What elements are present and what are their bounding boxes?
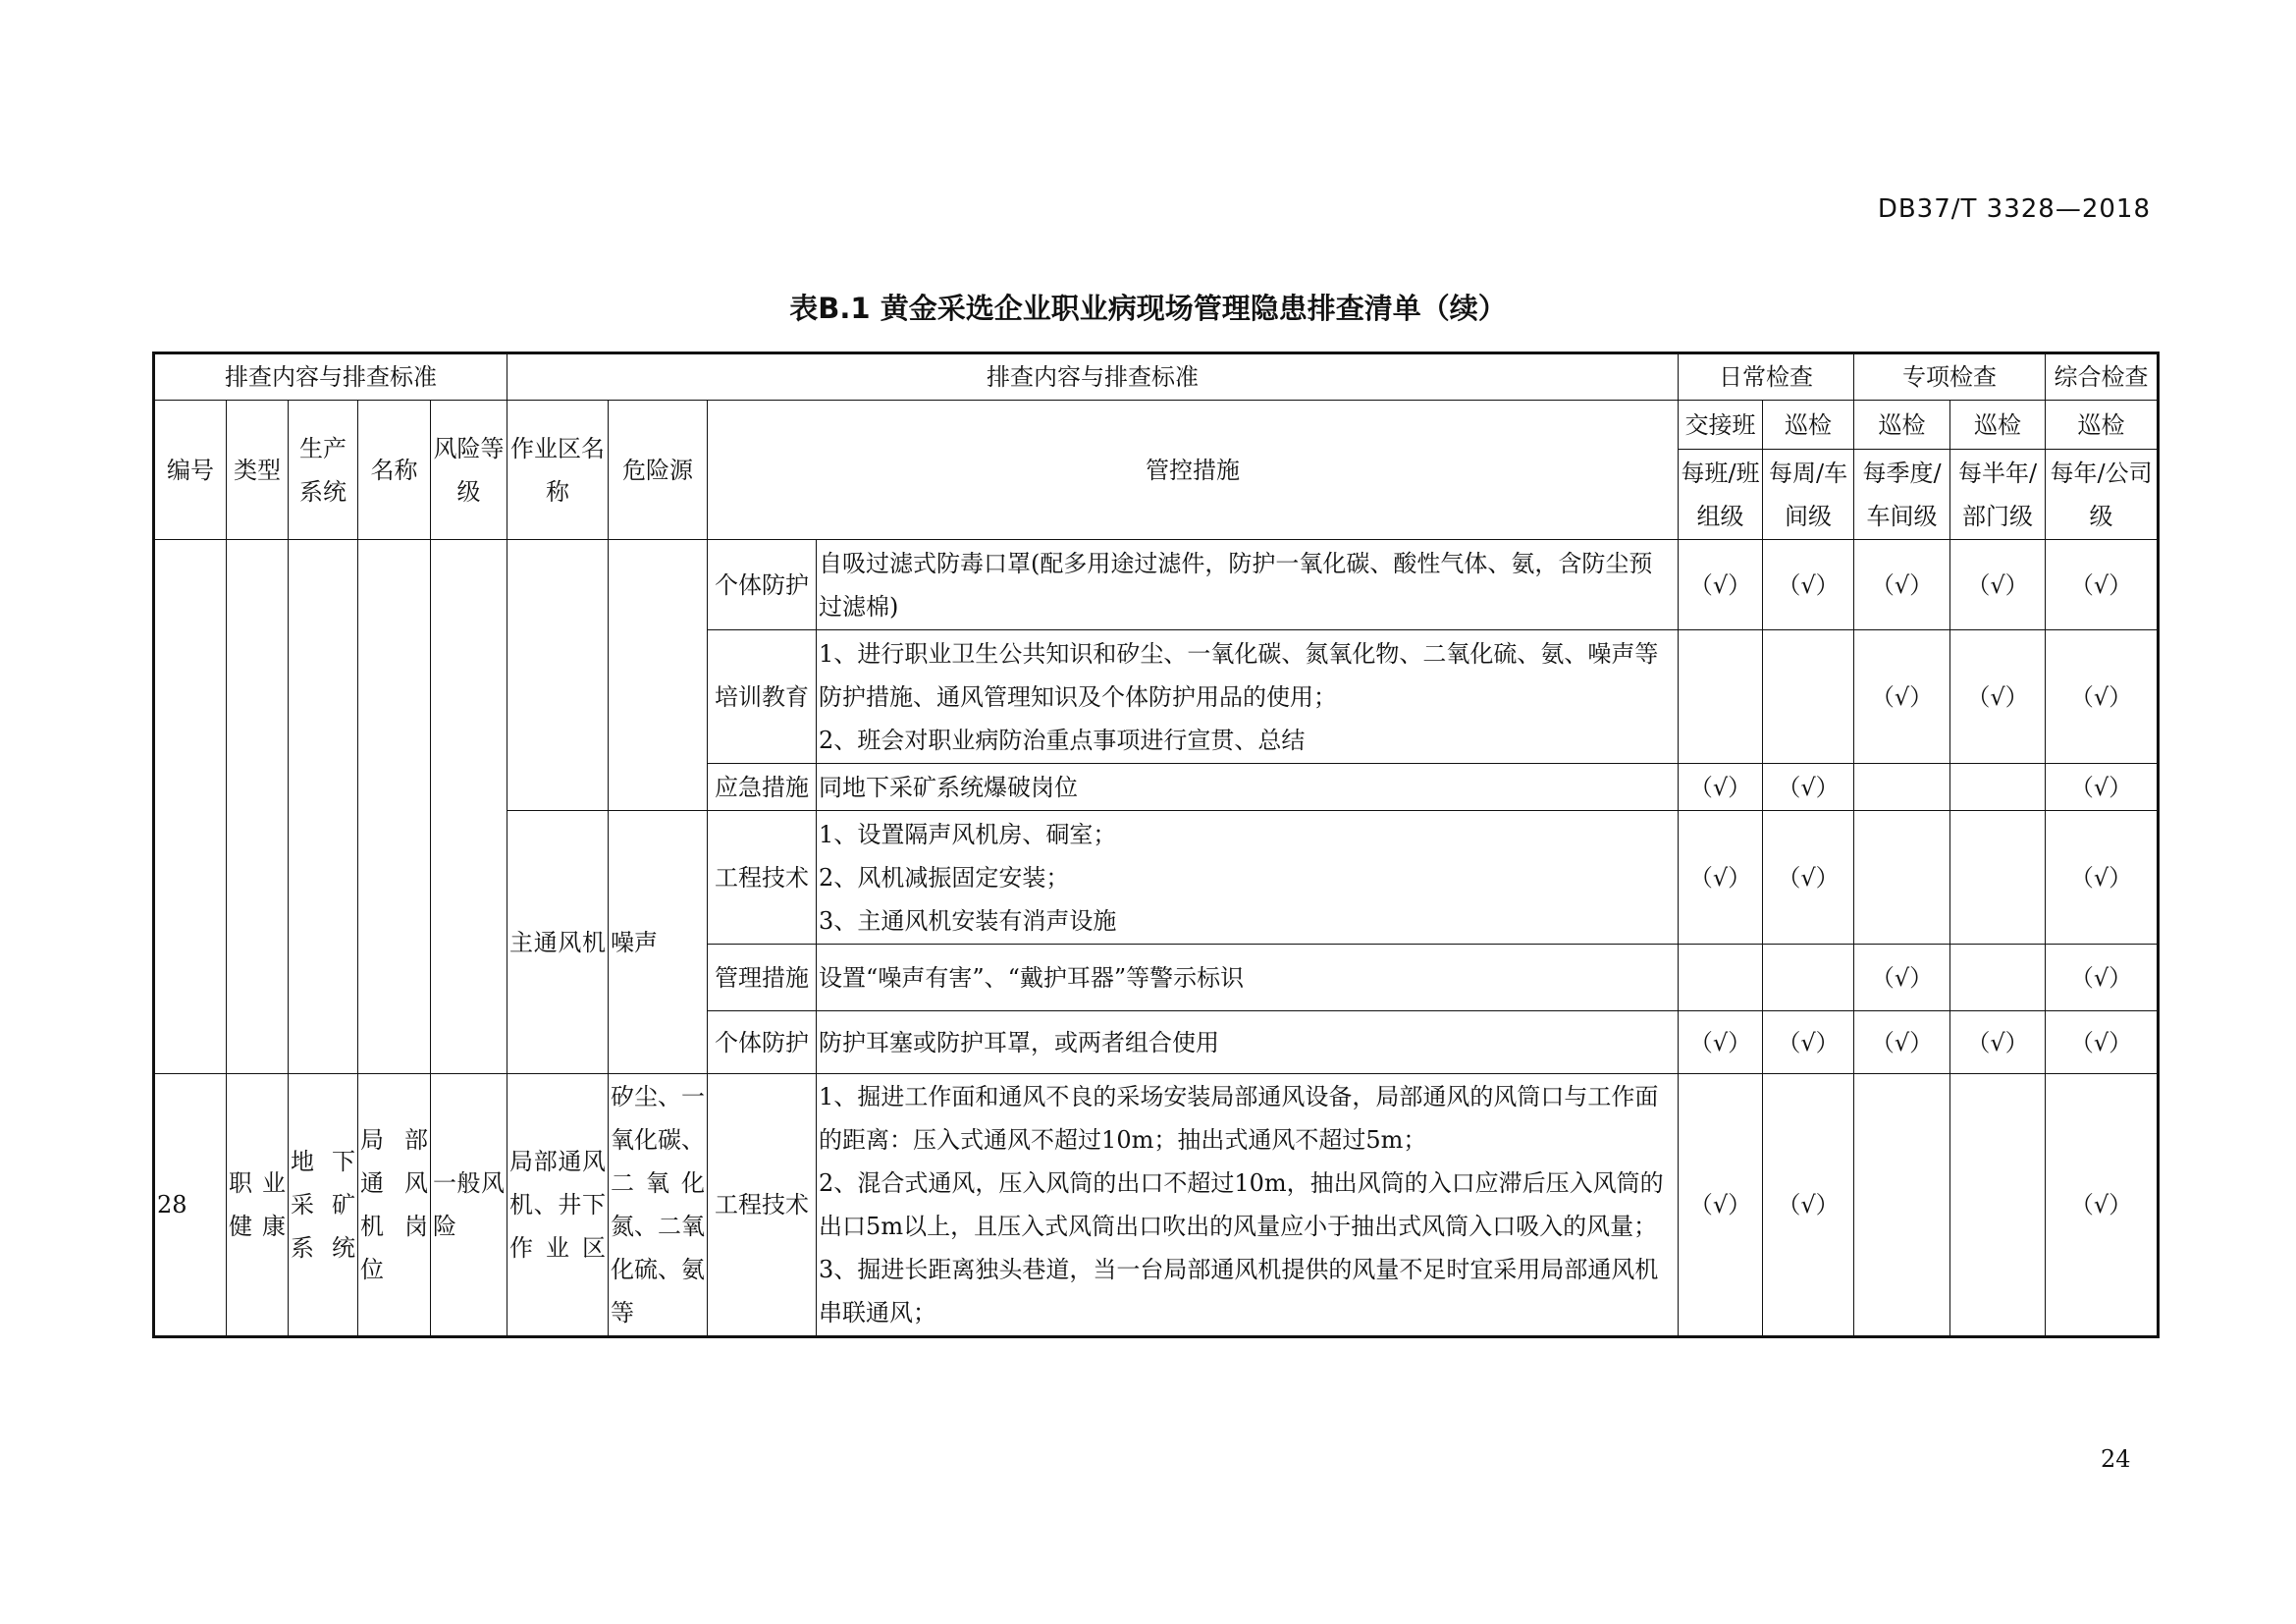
group-header-left: 排查内容与排查标准 — [154, 353, 507, 401]
col-header-patrol: 巡检 — [1950, 401, 2046, 450]
cell-risk-empty — [431, 540, 507, 1074]
check-mark: （√） — [1679, 764, 1763, 811]
measure-text: 设置“噪声有害”、“戴护耳器”等警示标识 — [817, 945, 1679, 1011]
check-empty — [1679, 945, 1763, 1011]
check-mark: （√） — [2046, 1011, 2159, 1074]
measure-line: 1、掘进工作面和通风不良的采场安装局部通风设备，局部通风的风筒口与工作面的距离：压入式通风不超过10m；抽出式通风不超过5m； — [819, 1083, 1659, 1154]
cell-area: 局部通风机、井下作业区 — [507, 1074, 609, 1337]
measure-category: 管理措施 — [708, 945, 817, 1011]
col-header-name: 名称 — [358, 401, 431, 540]
col-header-patrol: 巡检 — [2046, 401, 2159, 450]
cell-name: 局部通风机岗位 — [358, 1074, 431, 1337]
cell-hazard: 矽尘、一氧化碳、二氧化氮、二氧化硫、氨等 — [609, 1074, 708, 1337]
freq-header: 每半年/部门级 — [1950, 450, 2046, 540]
freq-header: 每班/班组级 — [1679, 450, 1763, 540]
check-empty — [1854, 1074, 1950, 1337]
check-mark: （√） — [1854, 1011, 1950, 1074]
check-empty — [1763, 630, 1854, 764]
table-row — [154, 540, 2159, 630]
measure-line: 2、风机减振固定安装； — [819, 863, 1070, 892]
check-mark: （√） — [2046, 811, 2159, 945]
check-empty — [1854, 811, 1950, 945]
cell-hazard: 噪声 — [609, 811, 708, 1074]
check-mark: （√） — [1679, 811, 1763, 945]
check-mark: （√） — [1679, 1074, 1763, 1337]
measure-text: 同地下采矿系统爆破岗位 — [817, 764, 1679, 811]
measure-line: 3、掘进长距离独头巷道，当一台局部通风机提供的风量不足时宜采用局部通风机串联通风； — [819, 1256, 1659, 1326]
measure-category: 培训教育 — [708, 630, 817, 764]
cell-type: 职业健康 — [227, 1074, 289, 1337]
check-empty — [1854, 764, 1950, 811]
group-header-daily: 日常检查 — [1679, 353, 1854, 401]
freq-header: 每年/公司级 — [2046, 450, 2159, 540]
cell-type-empty — [227, 540, 289, 1074]
cell-no-empty — [154, 540, 227, 1074]
measure-text — [817, 811, 1679, 945]
col-header-measures: 管控措施 — [708, 401, 1679, 540]
col-header-patrol: 巡检 — [1854, 401, 1950, 450]
hazard-checklist-table — [152, 352, 2160, 1338]
check-empty — [1763, 945, 1854, 1011]
group-header-mid: 排查内容与排查标准 — [507, 353, 1679, 401]
table-row — [154, 1074, 2159, 1337]
check-mark: （√） — [1950, 630, 2046, 764]
table-row — [154, 353, 2159, 401]
group-header-comprehensive: 综合检查 — [2046, 353, 2159, 401]
check-mark: （√） — [1950, 540, 2046, 630]
check-mark: （√） — [1679, 1011, 1763, 1074]
check-empty — [1679, 630, 1763, 764]
measure-line: 3、主通风机安装有消声设施 — [819, 906, 1117, 935]
check-mark: （√） — [2046, 540, 2159, 630]
col-header-type: 类型 — [227, 401, 289, 540]
check-mark: （√） — [1763, 764, 1854, 811]
freq-header: 每季度/车间级 — [1854, 450, 1950, 540]
cell-system: 地下采矿系统 — [289, 1074, 358, 1337]
group-header-special: 专项检查 — [1854, 353, 2046, 401]
check-mark: （√） — [1854, 630, 1950, 764]
col-header-handover: 交接班 — [1679, 401, 1763, 450]
cell-area-empty — [507, 540, 609, 811]
standard-number: DB37/T 3328—2018 — [1877, 194, 2151, 224]
measure-category: 工程技术 — [708, 1074, 817, 1337]
check-mark: （√） — [1679, 540, 1763, 630]
check-mark: （√） — [1763, 811, 1854, 945]
page-number: 24 — [2101, 1445, 2131, 1473]
col-header-risk: 风险等级 — [431, 401, 507, 540]
measure-text — [817, 630, 1679, 764]
cell-hazard-empty — [609, 540, 708, 811]
table-row — [154, 401, 2159, 450]
col-header-patrol: 巡检 — [1763, 401, 1854, 450]
check-mark: （√） — [1854, 945, 1950, 1011]
measure-category: 工程技术 — [708, 811, 817, 945]
col-header-no: 编号 — [154, 401, 227, 540]
check-mark: （√） — [2046, 1074, 2159, 1337]
cell-no: 28 — [154, 1074, 227, 1337]
check-mark: （√） — [1950, 1011, 2046, 1074]
check-mark: （√） — [1763, 1011, 1854, 1074]
cell-system-empty — [289, 540, 358, 1074]
check-mark: （√） — [1763, 540, 1854, 630]
measure-line: 2、混合式通风，压入风筒的出口不超过10m，抽出风筒的入口应滞后压入风筒的出口5m以上，且压入式风筒出口吹出的风量应小于抽出式风筒入口吸入的风量； — [819, 1169, 1664, 1240]
col-header-area: 作业区名称 — [507, 401, 609, 540]
cell-name-empty — [358, 540, 431, 1074]
measure-text: 自吸过滤式防毒口罩(配多用途过滤件，防护一氧化碳、酸性气体、氨，含防尘预过滤棉) — [817, 540, 1679, 630]
measure-line: 2、班会对职业病防治重点事项进行宣贯、总结 — [819, 726, 1306, 754]
check-mark: （√） — [2046, 630, 2159, 764]
check-empty — [1950, 811, 2046, 945]
check-empty — [1950, 1074, 2046, 1337]
cell-area: 主通风机 — [507, 811, 609, 1074]
col-header-system: 生产系统 — [289, 401, 358, 540]
measure-category: 个体防护 — [708, 1011, 817, 1074]
measure-category: 应急措施 — [708, 764, 817, 811]
check-mark: （√） — [1854, 540, 1950, 630]
check-mark: （√） — [2046, 764, 2159, 811]
measure-category: 个体防护 — [708, 540, 817, 630]
table-title: 表B.1 黄金采选企业职业病现场管理隐患排查清单（续） — [789, 292, 1507, 325]
check-mark: （√） — [2046, 945, 2159, 1011]
check-empty — [1950, 945, 2046, 1011]
measure-line: 1、进行职业卫生公共知识和矽尘、一氧化碳、氮氧化物、二氧化硫、氨、噪声等防护措施、通风管理知识及个体防护用品的使用； — [819, 639, 1659, 711]
col-header-hazard: 危险源 — [609, 401, 708, 540]
measure-text: 防护耳塞或防护耳罩，或两者组合使用 — [817, 1011, 1679, 1074]
check-empty — [1950, 764, 2046, 811]
measure-line: 1、设置隔声风机房、硐室； — [819, 820, 1117, 848]
measure-text — [817, 1074, 1679, 1337]
check-mark: （√） — [1763, 1074, 1854, 1337]
cell-risk: 一般风险 — [431, 1074, 507, 1337]
freq-header: 每周/车间级 — [1763, 450, 1854, 540]
